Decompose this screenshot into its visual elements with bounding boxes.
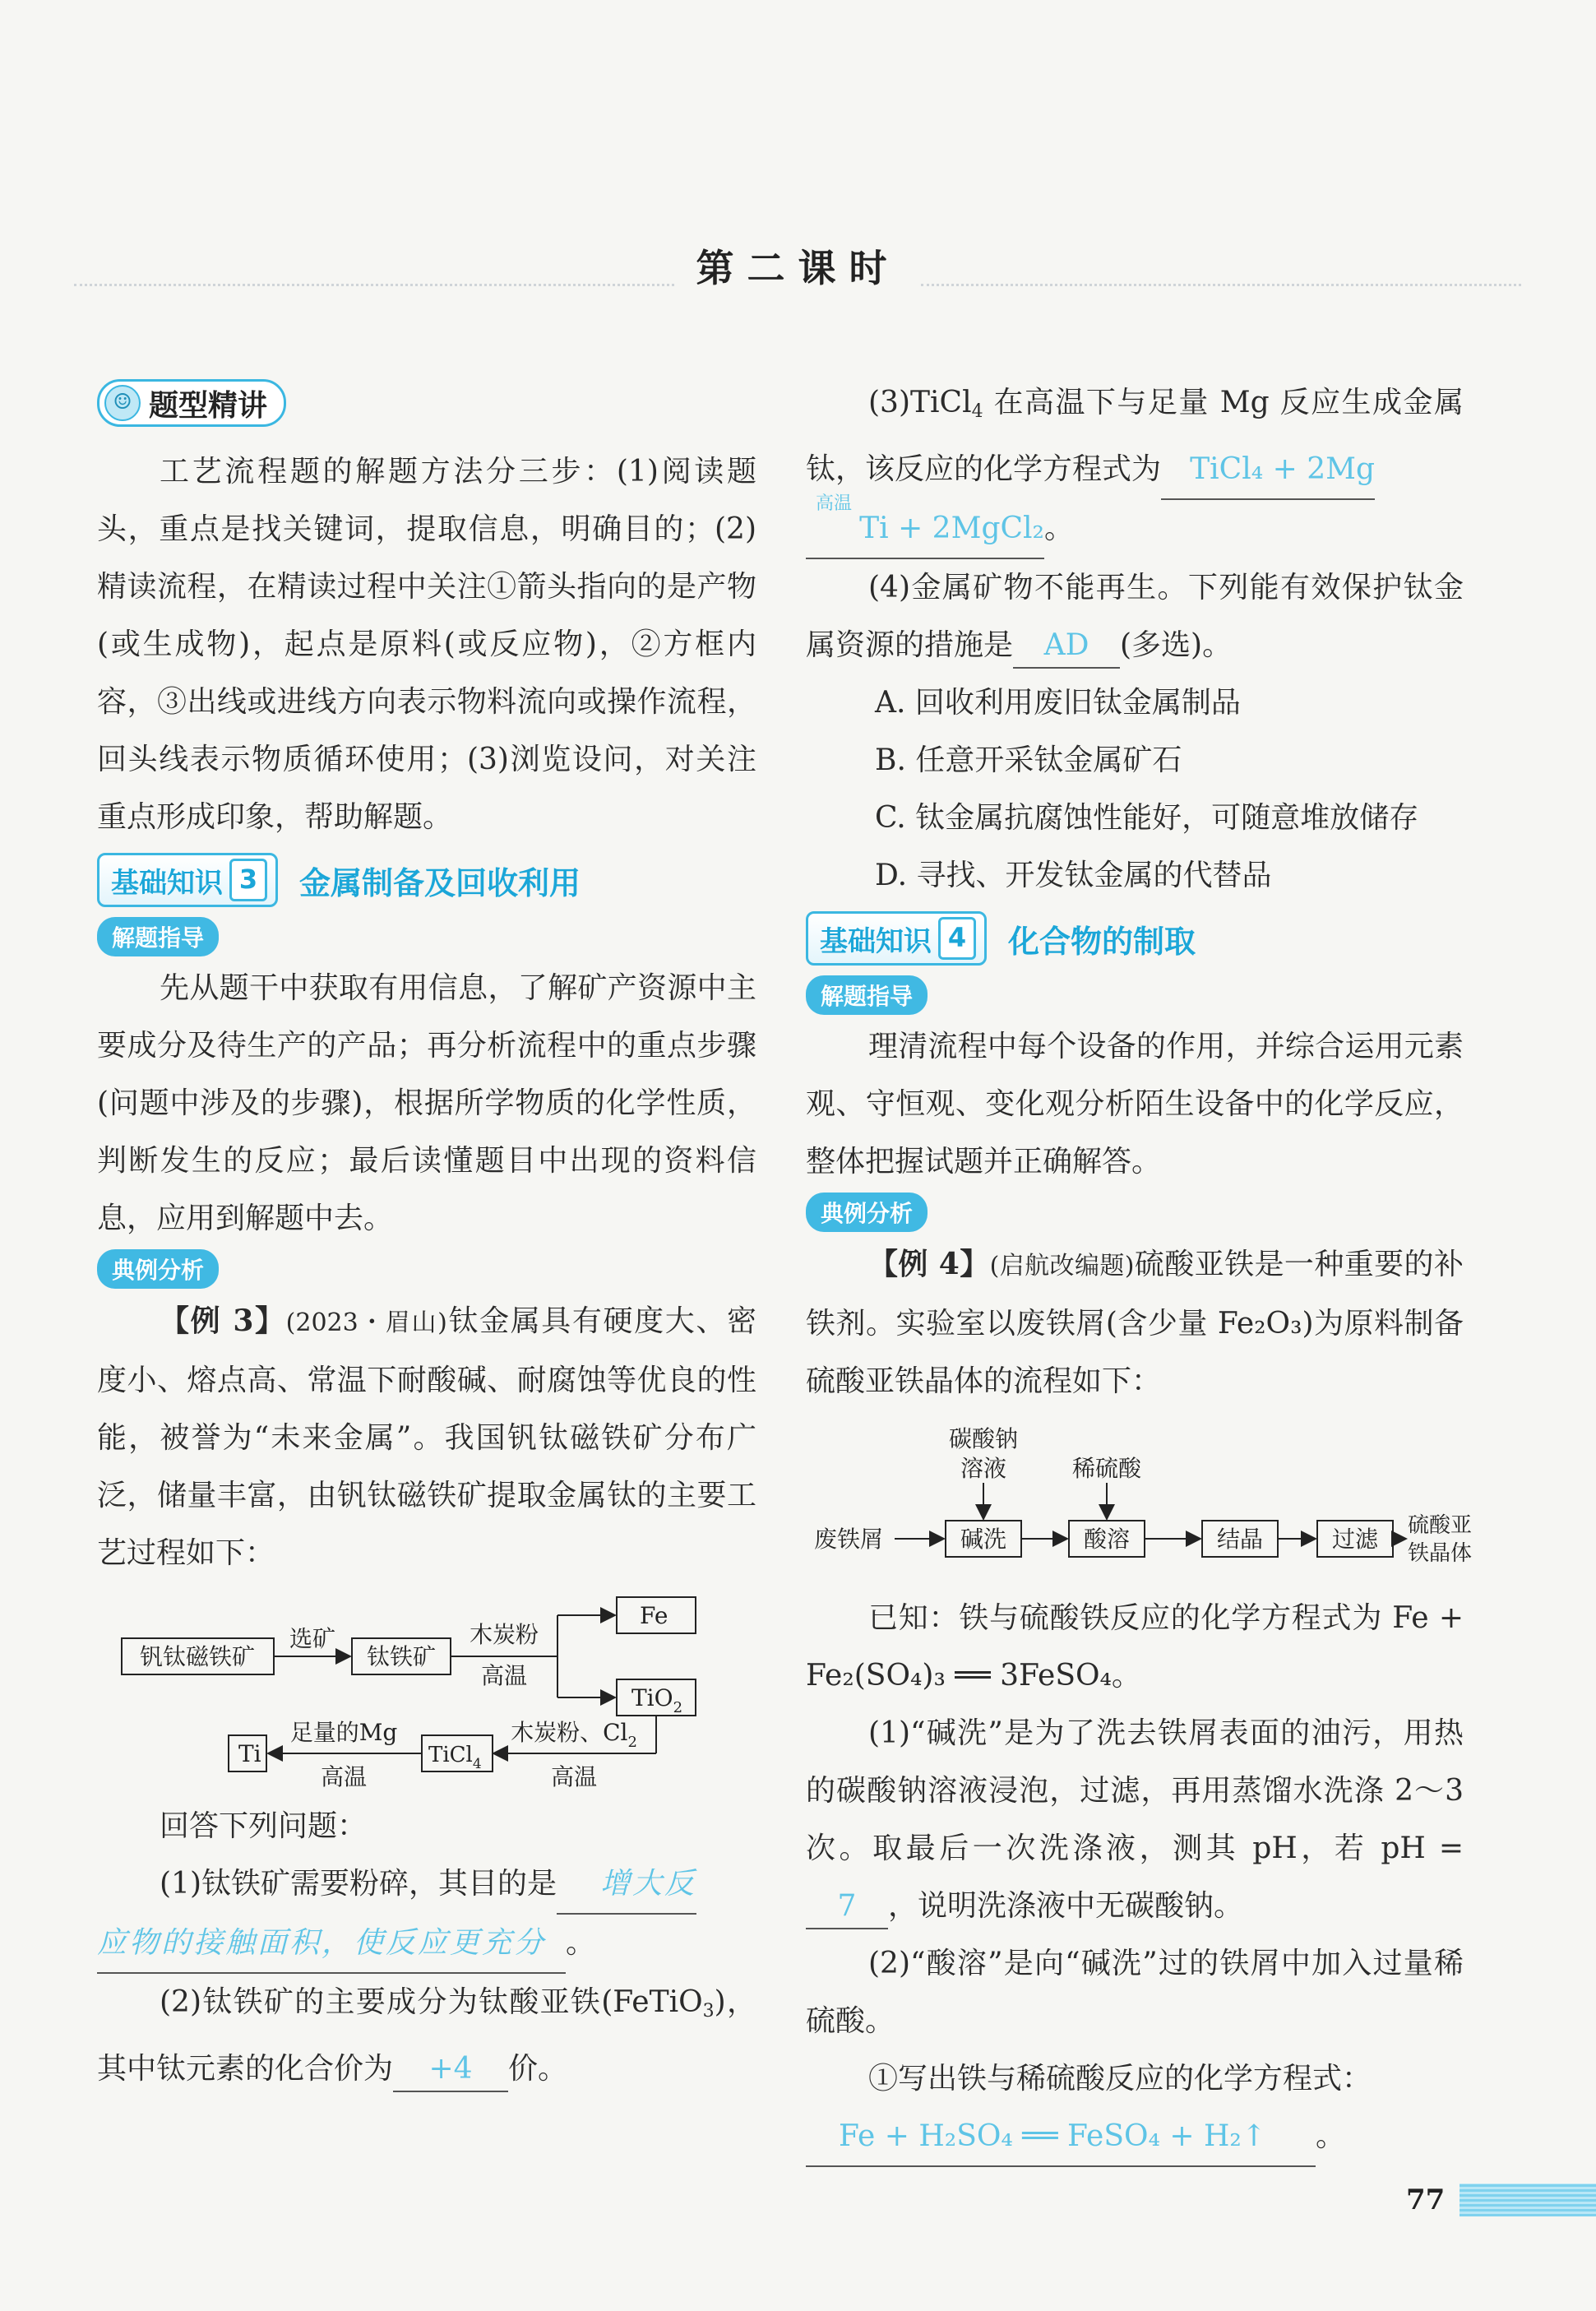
known-equation: 已知：铁与硫酸铁反应的化学方程式为 Fe + Fe₂(SO₄)₃ ══ 3FeSO₄。 [806, 1601, 1464, 1693]
question-1 [97, 1855, 756, 1974]
section3-number: 3 [229, 859, 267, 901]
flow-reagent1: 木炭粉 [469, 1621, 539, 1648]
guide-tag: 解题指导 [97, 917, 219, 956]
titanium-flowchart [97, 1589, 756, 1795]
flow-cond1: 高温 [480, 1662, 528, 1689]
answer-3-wrap [806, 493, 1044, 559]
section3-header [97, 853, 756, 907]
flow-cond2: 高温 [550, 1763, 598, 1790]
section4-label: 基础知识 [820, 924, 932, 958]
q1-period: 。 [566, 1926, 596, 1960]
question-4-1 [806, 1705, 1464, 1935]
page-number: 77 [1406, 2184, 1446, 2216]
flow-ticl4: TiCl$_4$ [428, 1743, 482, 1772]
answer-3a: TiCl₄ + 2Mg [1161, 441, 1375, 500]
question-type-tag [97, 379, 286, 427]
section3-badge [97, 853, 278, 907]
flow-ore: 钒钛磁铁矿 [139, 1643, 256, 1670]
title-rule-left [74, 284, 674, 286]
flow-reagent2: 木炭粉、$Cl_2$ [511, 1719, 637, 1751]
right-column [806, 374, 1473, 2167]
option-c: C. 钛金属抗腐蚀性能好，可随意堆放储存 [875, 801, 1419, 835]
flow-tio2: TiO$_2$ [631, 1684, 683, 1716]
section4-title: 化合物的制取 [1008, 923, 1196, 960]
answer-1a: 增大反 [557, 1855, 696, 1915]
question-4-2-1: ①写出铁与稀硫酸反应的化学方程式： [868, 2062, 1372, 2096]
example3-head: 【例 3】 [160, 1304, 286, 1338]
flow2-product-b: 铁晶体 [1408, 1541, 1473, 1566]
q3-sub4: 4 [971, 401, 983, 422]
flow2-reagent1b: 溶液 [960, 1455, 1007, 1482]
example3-text: 钛金属具有硬度大、密度小、熔点高、常温下耐酸碱、耐腐蚀等优良的性能，被誉为“未来金属”。我国钒钛磁铁矿分布广泛，储量丰富，由钒钛磁铁矿提取金属钛的主要工艺过程如下： [97, 1304, 756, 1570]
flow2-step4: 过滤 [1331, 1526, 1379, 1553]
q4-1-text-b: ，说明洗涤液中无碳酸钠。 [888, 1889, 1244, 1923]
flow-ilmenite: 钛铁矿 [366, 1643, 437, 1670]
example4-text: 硫酸亚铁是一种重要的补铁剂。实验室以废铁屑(含少量 Fe₂O₃)为原料制备硫酸亚铁晶体的流程如下： [806, 1248, 1464, 1398]
flow2-reagent2: 稀硫酸 [1071, 1455, 1142, 1482]
title-rule-right [921, 284, 1521, 286]
answer-4-2-1-line [806, 2108, 1464, 2167]
answer-3-cond: 高温 [816, 493, 853, 514]
question-3 [806, 374, 1464, 559]
flow-step1: 选矿 [289, 1625, 336, 1652]
question-4-2: (2)“酸溶”是向“碱洗”过的铁屑中加入过量稀硫酸。 [806, 1947, 1464, 2038]
answer-4-2-1: Fe + H₂SO₄ ══ FeSO₄ + H₂↑ [806, 2108, 1316, 2167]
example-tag: 典例分析 [97, 1249, 219, 1289]
q2-text-a: (2)钛铁矿的主要成分为钛酸亚铁(FeTiO [160, 1985, 703, 2019]
q3-text-a: (3)TiCl [868, 386, 972, 419]
flow-reagent3: 足量的Mg [289, 1719, 398, 1746]
left-column [97, 374, 756, 2098]
answer-3b: Ti + 2MgCl₂ [806, 500, 1044, 559]
answer-4: AD [1013, 624, 1120, 669]
answer-2: +4 [393, 2048, 508, 2092]
q2-text-b: )，其中钛元素的化合价为 [97, 1985, 756, 2086]
method-intro: 工艺流程题的解题方法分三步：(1)阅读题头，重点是找关键词，提取信息，明确目的；(2)精读流程，在精读过程中关注①箭头指向的是产物(或生成物)，起点是原料(或反应物)，②方框内容，③出线或进线方向表示物料流向或操作流程，回头线表示物质循环使用；(3)浏览设问，对关注重点形成印象，帮助解题。 [97, 455, 756, 834]
question-2 [97, 1974, 756, 2098]
mascot-icon: ☺ [104, 385, 141, 421]
section4-number: 4 [938, 917, 976, 960]
section4-guide: 理清流程中每个设备的作用，并综合运用元素观、守恒观、变化观分析陌生设备中的化学反应，整体把握试题并正确解答。 [806, 1030, 1464, 1179]
flow2-step3: 结晶 [1216, 1526, 1264, 1553]
tag-label: 题型精讲 [149, 388, 268, 423]
flow2-product-a: 硫酸亚 [1408, 1513, 1473, 1538]
q4-text-a: (4)金属矿物不能再生。下列能有效保护钛金属资源的措施是 [806, 571, 1464, 662]
section3-guide: 先从题干中获取有用信息，了解矿产资源中主要成分及待生产的产品；再分析流程中的重点步骤(问题中涉及的步骤)，根据所学物质的化学性质，判断发生的反应；最后读懂题目中出现的资料信息，应用到解题中去。 [97, 971, 756, 1235]
ferrous-sulfate-flowchart [806, 1414, 1473, 1586]
option-b: B. 任意开采钛金属矿石 [875, 743, 1182, 777]
flow2-step1: 碱洗 [960, 1526, 1007, 1553]
section4-badge [806, 911, 987, 966]
answer-1b: 应物的接触面积，使反应更充分 [97, 1915, 566, 1974]
flow2-step2: 酸溶 [1083, 1526, 1131, 1553]
q2-sub3: 3 [702, 2001, 715, 2022]
example4-head: 【例 4】 [868, 1247, 990, 1281]
section3-title: 金属制备及回收利用 [299, 864, 581, 901]
q4-1-text: (1)“碱洗”是为了洗去铁屑表面的油污，用热的碳酸钠溶液浸泡，过滤，再用蒸馏水洗涤 2～3 次。取最后一次洗涤液，测其 pH，若 pH = [806, 1716, 1464, 1865]
q4-text-b: (多选)。 [1120, 628, 1233, 662]
q3-period: 。 [1044, 512, 1075, 545]
example-tag-2: 典例分析 [806, 1193, 928, 1232]
example4-stem [806, 1235, 1464, 1410]
q1-text: (1)钛铁矿需要粉碎，其目的是 [160, 1867, 557, 1901]
example4-source: (启航改编题) [989, 1252, 1135, 1281]
flow2-scrap: 废铁屑 [814, 1526, 884, 1553]
guide-tag-2: 解题指导 [806, 975, 928, 1015]
flow2-reagent1a: 碳酸钠 [948, 1425, 1019, 1452]
example3-stem [97, 1292, 756, 1582]
page-number-bar [1460, 2184, 1596, 2216]
q2-text-c: 价。 [508, 2052, 568, 2086]
page-title: 第二课时 [696, 246, 900, 290]
flow-fe: Fe [640, 1602, 668, 1629]
answer-prompt: 回答下列问题： [160, 1809, 368, 1843]
q3-text-b: 在高温下与足量 Mg 反应生成金属钛，该反应的化学方程式为 [806, 386, 1464, 486]
section4-header [806, 911, 1464, 966]
section3-label: 基础知识 [111, 866, 223, 900]
a4-2-1-period: 。 [1316, 2119, 1346, 2153]
question-4 [806, 559, 1464, 674]
option-d: D. 寻找、开发钛金属的代替品 [875, 859, 1272, 892]
flow-ti: Ti [238, 1740, 261, 1767]
flow-cond3: 高温 [320, 1763, 368, 1790]
option-a: A. 回收利用废旧钛金属制品 [875, 686, 1241, 720]
answer-4-1: 7 [806, 1885, 888, 1929]
example3-source: (2023・眉山) [285, 1308, 447, 1337]
